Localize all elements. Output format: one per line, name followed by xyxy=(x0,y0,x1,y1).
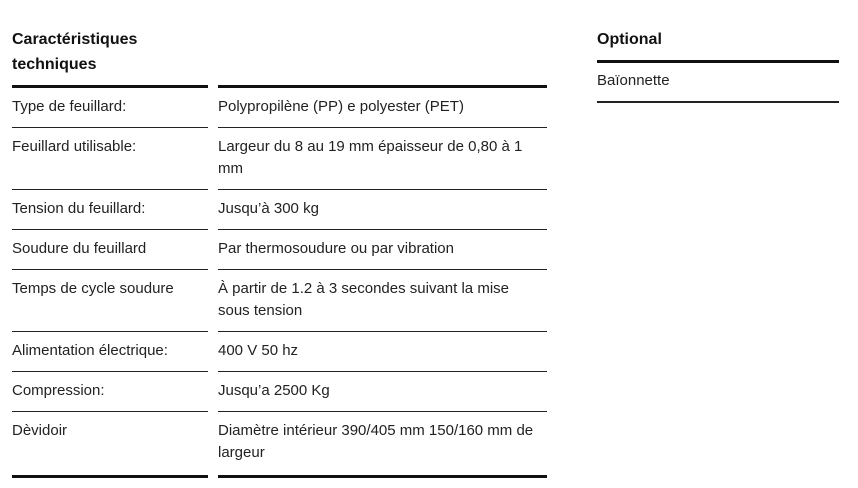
spec-label: Dèvidoir xyxy=(12,412,208,478)
spec-value: Diamètre intérieur 390/405 mm 150/160 mm de largeur xyxy=(218,412,547,478)
spec-row-weld-cycle-time xyxy=(12,270,547,332)
spec-value: Par thermosoudure ou par vibration xyxy=(218,230,547,270)
spec-row-usable-strap xyxy=(12,128,547,190)
spec-row-strap-type xyxy=(12,85,547,128)
optional-list xyxy=(597,63,839,103)
spec-row-strap-welding xyxy=(12,230,547,270)
spec-row-strap-tension xyxy=(12,190,547,230)
spec-value: Largeur du 8 au 19 mm épaisseur de 0,80 à 1 mm xyxy=(218,128,547,190)
spec-value: Jusqu’a 2500 Kg xyxy=(218,372,547,412)
spec-label: Tension du feuillard: xyxy=(12,190,208,230)
spec-label: Type de feuillard: xyxy=(12,85,208,128)
spec-label: Soudure du feuillard xyxy=(12,230,208,270)
specs-table xyxy=(12,85,547,478)
specs-title-line-2: techniques xyxy=(12,56,97,73)
optional-section xyxy=(597,27,839,103)
spec-row-dispenser xyxy=(12,412,547,478)
spec-label: Feuillard utilisable: xyxy=(12,128,208,190)
spec-value: 400 V 50 hz xyxy=(218,332,547,372)
spec-label: Compression: xyxy=(12,372,208,412)
optional-item-bayonet: Baïonnette xyxy=(597,63,839,103)
specs-title xyxy=(12,27,208,85)
spec-label: Temps de cycle soudure xyxy=(12,270,208,332)
spec-value: Polypropilène (PP) e polyester (PET) xyxy=(218,85,547,128)
spec-row-compression xyxy=(12,372,547,412)
spec-label: Alimentation électrique: xyxy=(12,332,208,372)
spec-value: À partir de 1.2 à 3 secondes suivant la mise sous tension xyxy=(218,270,547,332)
spec-row-power-supply xyxy=(12,332,547,372)
specs-title-line-1: Caractéristiques xyxy=(12,31,138,48)
technical-specs-section xyxy=(12,27,547,461)
optional-title: Optional xyxy=(597,27,839,63)
spec-value: Jusqu’à 300 kg xyxy=(218,190,547,230)
